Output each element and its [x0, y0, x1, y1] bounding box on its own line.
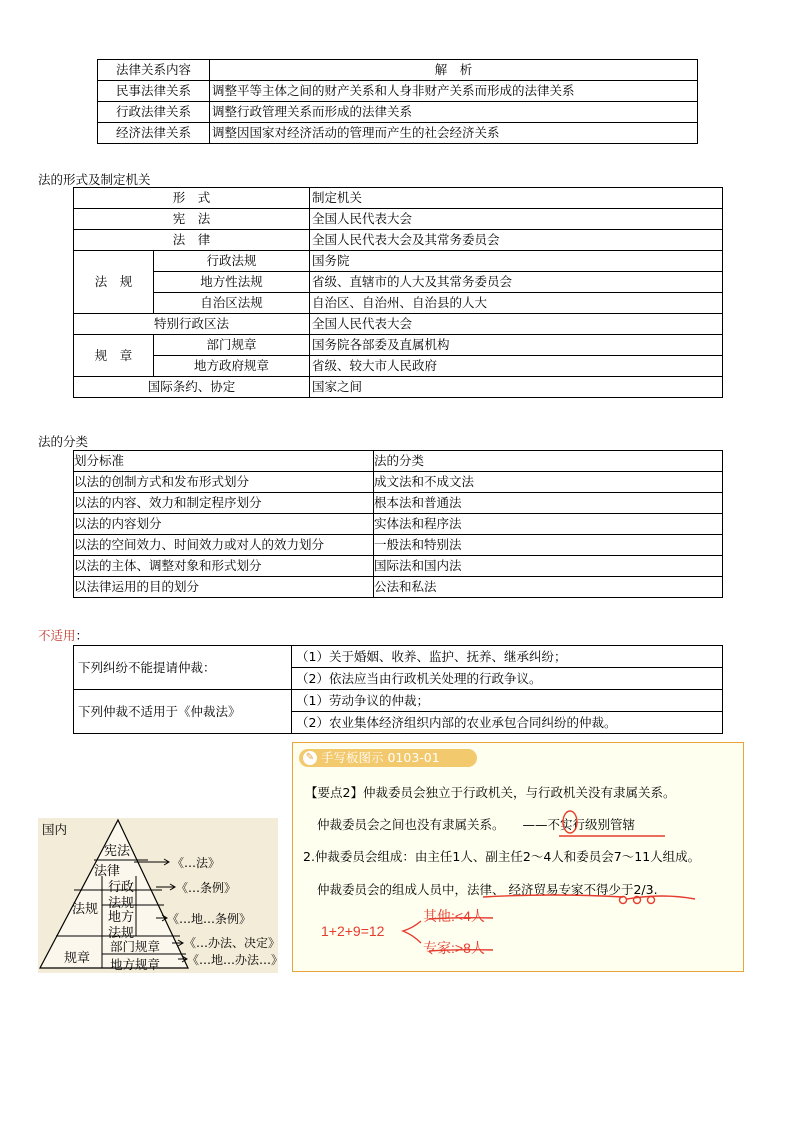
table-cell: 全国人民代表大会及其常务委员会 — [310, 230, 723, 251]
table-cell: （1）关于婚姻、收养、监护、抚养、继承纠纷； — [292, 646, 723, 668]
table-cell: 全国人民代表大会 — [310, 209, 723, 230]
table-cell: 实体法和程序法 — [374, 514, 723, 535]
table-row — [74, 272, 723, 293]
table-header-cell: 解 析 — [210, 60, 698, 81]
table-header-cell: 划分标准 — [74, 451, 374, 472]
table-row — [98, 123, 698, 144]
table-cell: 以法的空间效力、时间效力或对人的效力划分 — [74, 535, 374, 556]
pyramid-note: 《…办法、决定》 — [184, 936, 281, 950]
section-title-classification: 法的分类 — [38, 434, 89, 449]
table-row — [74, 535, 723, 556]
table-row — [74, 356, 723, 377]
table-cell: 省级、直辖市的人大及其常务委员会 — [310, 272, 723, 293]
handwritten-circle — [563, 811, 577, 833]
pyramid-tier-label: 地方 — [108, 910, 135, 925]
law-classification-table — [73, 450, 723, 598]
table-cell: 以法的内容划分 — [74, 514, 374, 535]
table-row — [74, 293, 723, 314]
table-row — [74, 377, 723, 398]
table-cell: 成文法和不成文法 — [374, 472, 723, 493]
table-cell: （2）依法应当由行政机关处理的行政争议。 — [292, 668, 723, 690]
table-cell: 以法的主体、调整对象和形式划分 — [74, 556, 374, 577]
law-hierarchy-pyramid — [38, 818, 284, 973]
table-cell: 国家之间 — [310, 377, 723, 398]
section-title-not-applicable — [38, 626, 88, 644]
board-line-emphasis: ——不实行级别管辖 — [522, 817, 636, 832]
handwritten-equation: 1+2+9=12 — [321, 923, 385, 939]
table-group-cell: 规 章 — [74, 335, 154, 377]
board-line: 2.仲裁委员会组成：由主任1人、副主任2～4人和委员会7～11人组成。 — [303, 849, 701, 864]
table-cell: 一般法和特别法 — [374, 535, 723, 556]
pyramid-tier-label: 部门规章 — [110, 939, 161, 954]
table-header-cell: 制定机关 — [310, 188, 723, 209]
pencil-icon: ✎ — [303, 751, 317, 765]
table-cell: 地方政府规章 — [154, 356, 310, 377]
board-line: 【要点2】仲裁委员会独立于行政机关，与行政机关没有隶属关系。 — [305, 785, 676, 800]
table-cell: 根本法和普通法 — [374, 493, 723, 514]
handwritten-note: 专家:>8人 — [423, 940, 485, 956]
pyramid-note: 《…法》 — [172, 856, 221, 870]
pyramid-tier-label: 规章 — [64, 951, 91, 966]
table-header-cell: 法律关系内容 — [98, 60, 210, 81]
table-row — [74, 646, 723, 668]
section-title-red: 不适用 — [38, 628, 76, 643]
table-row — [74, 690, 723, 712]
pyramid-note: 《…条例》 — [176, 881, 237, 895]
table-cell: 以法的内容、效力和制定程序划分 — [74, 493, 374, 514]
pyramid-tier-label: 法规 — [108, 896, 135, 911]
table-header-cell: 法的分类 — [374, 451, 723, 472]
table-row — [74, 251, 723, 272]
handwritten-dot — [620, 897, 627, 904]
handwritten-brace — [403, 921, 421, 943]
board-line: 仲裁委员会的组成人员中，法律、 经济贸易专家不得少于2/3. — [317, 882, 658, 897]
table-cell: 调整行政管理关系而形成的法律关系 — [210, 102, 698, 123]
table-cell: （2）农业集体经济组织内部的农业承包合同纠纷的仲裁。 — [292, 712, 723, 734]
pyramid-tier-label: 法律 — [94, 864, 121, 879]
section-title-forms: 法的形式及制定机关 — [38, 172, 151, 187]
table-cell: 自治区、自治州、自治县的人大 — [310, 293, 723, 314]
table-row — [98, 81, 698, 102]
table-group-cell: 法 规 — [74, 251, 154, 314]
table-row — [74, 230, 723, 251]
table-row — [74, 335, 723, 356]
pyramid-tier-label: 宪法 — [104, 844, 131, 859]
table-cell: 部门规章 — [154, 335, 310, 356]
table-row — [74, 314, 723, 335]
table-row — [98, 102, 698, 123]
table-row — [74, 493, 723, 514]
table-cell: 自治区法规 — [154, 293, 310, 314]
handwriting-board — [292, 742, 744, 972]
handwritten-dot — [648, 897, 655, 904]
handwritten-note: 其他:<4人 — [423, 908, 485, 924]
table-cell: 特别行政区法 — [74, 314, 310, 335]
table-group-cell: 下列纠纷不能提请仲裁： — [74, 646, 292, 690]
pyramid-tier-label: 行政 — [108, 880, 135, 895]
table-cell: 调整因国家对经济活动的管理而产生的社会经济关系 — [210, 123, 698, 144]
table-cell: 地方性法规 — [154, 272, 310, 293]
table-cell: 行政法规 — [154, 251, 310, 272]
table-row — [74, 209, 723, 230]
table-header-row — [98, 60, 698, 81]
table-cell: 行政法律关系 — [98, 102, 210, 123]
law-forms-table — [73, 187, 723, 398]
section-title-colon: ： — [75, 628, 89, 643]
table-header-row — [74, 188, 723, 209]
table-cell: 公法和私法 — [374, 577, 723, 598]
table-cell: 国际法和国内法 — [374, 556, 723, 577]
table-row — [74, 556, 723, 577]
table-cell: 宪 法 — [74, 209, 310, 230]
table-row — [74, 472, 723, 493]
table-cell: 国际条约、协定 — [74, 377, 310, 398]
legal-relations-table — [97, 59, 698, 144]
table-cell: 以法律运用的目的划分 — [74, 577, 374, 598]
pyramid-tier-label: 法规 — [108, 926, 135, 941]
table-cell: 全国人民代表大会 — [310, 314, 723, 335]
table-cell: 经济法律关系 — [98, 123, 210, 144]
table-cell: （1）劳动争议的仲裁； — [292, 690, 723, 712]
table-cell: 调整平等主体之间的财产关系和人身非财产关系而形成的法律关系 — [210, 81, 698, 102]
table-row — [74, 514, 723, 535]
table-group-cell: 下列仲裁不适用于《仲裁法》 — [74, 690, 292, 734]
pyramid-corner-label: 国内 — [42, 822, 68, 837]
table-header-row — [74, 451, 723, 472]
handwritten-underline — [483, 895, 623, 897]
table-header-cell: 形 式 — [74, 188, 310, 209]
table-cell: 省级、较大市人民政府 — [310, 356, 723, 377]
pyramid-tier-label: 法规 — [72, 902, 99, 917]
arbitration-exclusions-table — [73, 645, 723, 734]
table-cell: 法 律 — [74, 230, 310, 251]
table-cell: 以法的创制方式和发布形式划分 — [74, 472, 374, 493]
board-title: 手写板图示 0103-01 — [321, 750, 440, 765]
pyramid-note: 《…地…条例》 — [167, 912, 252, 926]
table-row — [74, 577, 723, 598]
pyramid-tier-label: 地方规章 — [110, 957, 161, 972]
board-line-text: 仲裁委员会之间也没有隶属关系。 — [317, 817, 505, 832]
pyramid-note: 《…地…办法…》 — [187, 953, 284, 967]
table-cell: 国务院 — [310, 251, 723, 272]
table-cell: 民事法律关系 — [98, 81, 210, 102]
table-cell: 国务院各部委及直属机构 — [310, 335, 723, 356]
